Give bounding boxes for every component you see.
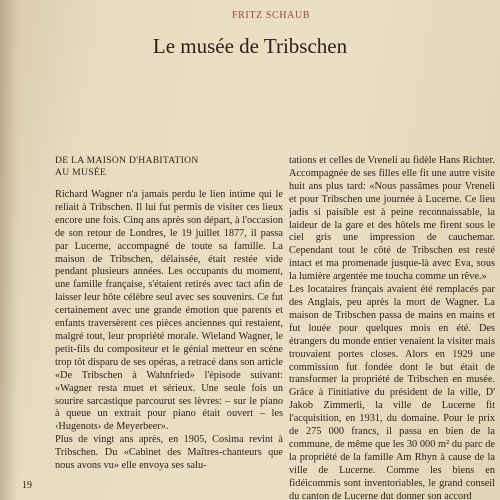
- left-paragraph-1: Richard Wagner n'a jamais perdu le lien intime qui le reliait à Tribschen. Il lui fut permis de visiter ces lieux encore une fois. Cinq ans après son départ, à l'occasion de son retour de Londres, le 19 juillet 1877, il passa par Lucerne, accompagné de toute sa famille. La maison de Tribschen, délaissée, était restée vide pendant plusieurs années. Les occupants du moment, une famille française, s'étaient retirés avec tact afin de laisser leur hôte célèbre seul avec ses souvenirs. Ce fut certainement avec une grande émotion que parents et enfants traversèrent ces pièces anciennes qui restaient, malgré tout, leur propriété morale. Wieland Wagner, le petit-fils du compositeur et le génial metteur en scène trop tôt disparu de ses opéras, a retracé dans son article «De Tribschen à Wahnfried» l'épisode suivant: «Wagner resta muet et sérieux. Une seule fois un sourire sarcastique parcourut ses lèvres: – sur le piano à queue un extrait pour piano était ouvert – les ‹Hugenots› de Meyerbeer».: [55, 189, 283, 433]
- section-heading-line2: AU MUSÉE: [55, 167, 107, 178]
- text-column-right: [289, 155, 495, 500]
- section-heading-line1: DE LA MAISON D'HABITATION: [55, 155, 199, 166]
- running-head-author: FRITZ SCHAUB: [232, 10, 311, 21]
- page-number: 19: [22, 480, 32, 491]
- right-paragraph-2: Les locataires français avaient été remplacés par des Anglais, peu après la mort de Wagner. La maison de Tribschen passa de mains en mains et fut louée pour quelques mois en été. Des étrangers du monde entier venaient la visiter mais trouvaient portes closes. Alors en 1929 une commission fut fondée dont le but était de transformer la propriété de Tribschen en musée. Grâce à l'initiative du président de la ville, D' Jakob Zimmerli, la ville de Lucerne fit l'acquisition, en 1931, du domaine. Pour le prix de 275 000 francs, il passa en bien de la commune, de même que les 30 000 m² du parc de la propriété de la famille Am Rhyn à cause de la ville de Lucerne. Comme les biens en fidéicommis sont inventoriables, le grand conseil du canton de Lucerne dut donner son accord: [289, 284, 495, 500]
- right-paragraph-1: tations et celles de Vreneli au fidèle Hans Richter. Accompagnée de ses filles elle fit une autre visite huit ans plus tard: «Nous passâmes pour Vreneli et pour Tribschen une journée à Lucerne. Ce lieu jadis si paisible est à peine reconnaissable, la laideur de la gare et des hôtels me firent sous le ciel gris une impression de cauchemar. Cependant tout le côté de Tribschen est resté intact et ma promenade jusque-là avec Eva, sous la lumière argentée me toucha comme un rêve.»: [289, 155, 495, 283]
- text-column-left: [55, 155, 283, 473]
- section-heading: [55, 155, 283, 179]
- left-paragraph-2: Plus de vingt ans après, en 1905, Cosima revint à Tribschen. Du «Cabinet des Maîtres-chanteurs que nous avons vu» elle envoya ses salu-: [55, 434, 283, 472]
- gutter-shadow: [0, 0, 18, 500]
- page-title: Le musée de Tribschen: [152, 34, 348, 58]
